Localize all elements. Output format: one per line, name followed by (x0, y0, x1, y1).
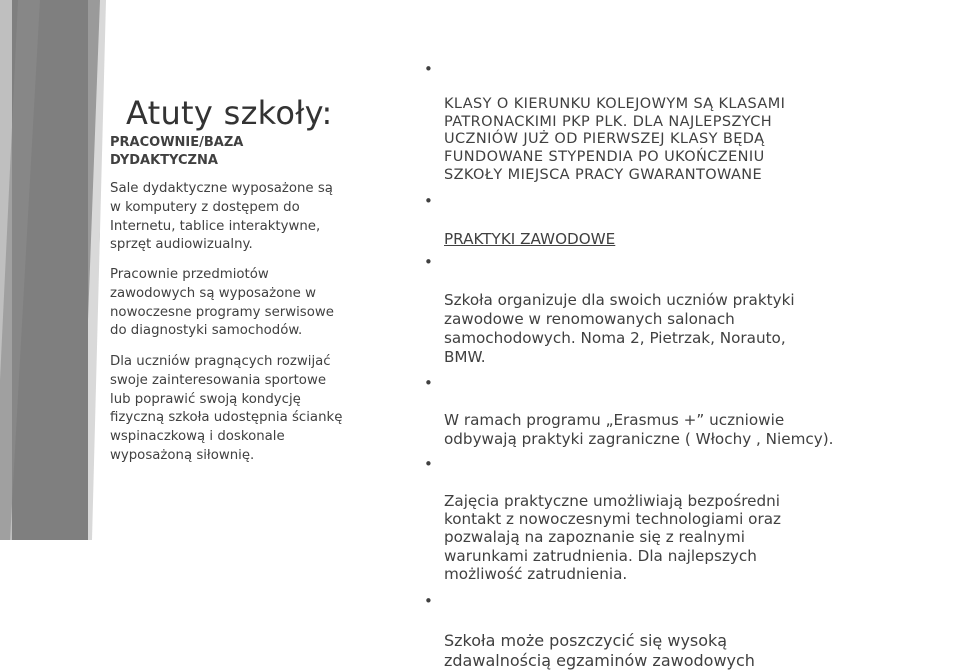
right-bullet-list (424, 61, 944, 670)
list-item-text: Szkoła organizuje dla swoich uczniów praktyki zawodowe w renomowanych salonach samochodowych. Noma 2, Pietrzak, Norauto, BMW. (444, 291, 795, 367)
bullet-icon: • (424, 455, 433, 474)
bullet-icon: • (424, 60, 434, 78)
bullet-icon: • (424, 592, 433, 611)
left-paragraph-sport: Dla uczniów pragnących rozwijać swoje zainteresowania sportowe lub poprawić swoją kondycję fizyczną szkoła udostępnia ściankę wspinaczkową i doskonale wyposażoną siłownię. (110, 354, 343, 463)
list-item-heading: PRAKTYKI ZAWODOWE (444, 230, 616, 249)
slide-title: Atuty szkoły: (126, 94, 333, 132)
bullet-icon: • (424, 192, 433, 211)
list-item (424, 192, 944, 249)
bullet-icon: • (424, 374, 433, 393)
decorative-stripes (0, 0, 110, 540)
list-item-text: W ramach programu „Erasmus +” uczniowie odbywają praktyki zagraniczne ( Włochy , Niemcy). (444, 411, 834, 448)
list-item-text: Zajęcia praktyczne umożliwiają bezpośredni kontakt z nowoczesnymi technologiami oraz pozwalają na zapoznanie się z realnymi warunkami zatrudnienia. Dla najlepszych możliwość zatrudnienia. (444, 491, 782, 583)
list-item (424, 592, 944, 670)
list-item-text: KLASY O KIERUNKU KOLEJOWYM SĄ KLASAMI PATRONACKIMI PKP PLK. DLA NAJLEPSZYCH UCZNIÓW JUŻ OD PIERWSZEJ KLASY BĘDĄ FUNDOWANE STYPENDIA PO UKOŃCZENIU SZKOŁY MIEJSCA PRACY GWARANTOWANE (444, 96, 786, 183)
list-item-text: Szkoła może poszczycić się wysoką zdawalnością egzaminów zawodowych (444, 631, 755, 670)
list-item (424, 455, 944, 583)
list-item (424, 253, 944, 367)
list-item (424, 374, 944, 448)
slide-subtitle: PRACOWNIE/BAZA DYDAKTYCZNA (110, 135, 244, 168)
bullet-icon: • (424, 253, 433, 272)
left-paragraph-workshops: Pracownie przedmiotów zawodowych są wyposażone w nowoczesne programy serwisowe do diagnostyki samochodów. (110, 267, 334, 339)
list-item (424, 61, 944, 184)
left-paragraph-classrooms: Sale dydaktyczne wyposażone są w komputery z dostępem do Internetu, tablice interaktywne, sprzęt audiowizualny. (110, 181, 333, 253)
